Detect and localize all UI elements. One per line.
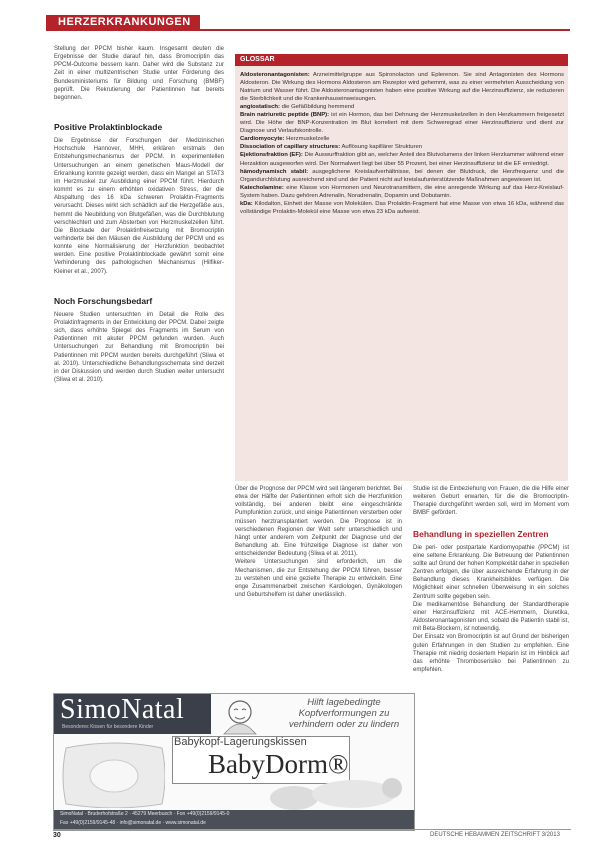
right-paragraph-1: Die peri- oder postpartale Kardiomyopathie (PPCM) ist eine seltene Erkrankung. Die Betreuung der Patientinnen sollte auf Grund der hohen Komplexität daher in speziellen Zentren erfolgen, die über ausreichende Erfahrung in der Behandlung dieses Krankheitsbildes verfügen. Die Möglichkeit einer schnellen Überweisung in ein solches Zentrum sollte gegeben sein. bbox=[413, 544, 569, 600]
glossary-entry: Brain natriuretic peptide (BNP): ist ein Hormon, das bei Dehnung der Herzmuskelzellen in den Herzkammern freigesetzt wird. Die Höhe der BNP-Konzentration im Blut korreliert mit dem Schweregrad einer Herzinsuffizienz und dient zur Diagnose und Verlaufskontrolle. bbox=[240, 112, 565, 135]
page-number: 30 bbox=[53, 832, 61, 839]
glossary-header bbox=[235, 54, 568, 66]
glossary-entry: kDa: Kilodalton, Einheit der Masse von Molekülen. Das Prolaktin-Fragment hat eine Masse von etwa 16 kDa, während das vollständige Prolaktin-Molekül eine Masse von etwa 23 kDa aufweist. bbox=[240, 200, 565, 215]
baby-photo-icon bbox=[264, 776, 414, 812]
pillow-image-icon bbox=[60, 740, 165, 808]
journal-name: DEUTSCHE HEBAMMEN ZEITSCHRIFT 3/2013 bbox=[430, 832, 560, 838]
left-intro: Stellung der PPCM bisher kaum. Insgesamt deuten die Ergebnisse der Studie darauf hin, dass Bromocriptin das PPCM-Outcome bessern kann. Daher wird die Substanz zur Zeit in einer multizentrischen Studie unter Förderung des Bundesministeriums für Bildung und Forschung (BMBF) geprüft. Die Rekrutierung der Patientinnen hat bereits begonnen. bbox=[54, 46, 224, 101]
heading-prolaktinblockade: Positive Prolaktinblockade bbox=[54, 122, 163, 133]
ad-contact-bar bbox=[54, 810, 414, 830]
footer-rule bbox=[53, 829, 571, 830]
product-name: BabyDorm® bbox=[208, 749, 349, 779]
glossary-title: GLOSSAR bbox=[240, 56, 275, 63]
middle-paragraph-2: Weitere Untersuchungen sind erforderlich, um die Mechanismen, die zur Entstehung der PPCM führen, besser zu verstehen und eine gezielte Therapie zu entwickeln. Eine enge Zusammenarbeit zwischen Kardiologen, Gynäkologen und Geburtshelfern ist daher unerlässlich. bbox=[235, 559, 402, 599]
ad-contact-line-2: Fax +49(0)2159/9145-48 · info@simonatal.de · www.simonatal.de bbox=[60, 820, 206, 826]
glossary-entry: Ejektionsfraktion (EF): Die Auswurffraktion gibt an, welcher Anteil des Blutvolumens der linken Herzkammer während einer Herzaktion ausgeworfen wird. Der Normalwert liegt bei über 55 Prozent, bei einer Herzinsuffizienz ist die EF erniedrigt. bbox=[240, 152, 565, 167]
left-column bbox=[54, 45, 224, 384]
brand-logo bbox=[54, 694, 211, 734]
glossary-entry: angiostatisch: die Gefäßbildung hemmend bbox=[240, 104, 355, 111]
brand-tagline: Besonderes Kissen für besondere Kinder bbox=[62, 724, 154, 730]
right-column bbox=[413, 485, 569, 674]
left-paragraph-1: Die Ergebnisse der Forschungen der Medizinischen Hochschule Hannover, MHH, erklären erstmals den Entstehungsmechanismus der PPCM. In experimentellen Untersuchungen an einem genetischen Maus-Modell der Erkrankung konnte gezeigt werden, dass ein Mangel an STAT3 im Herzmuskel zur Ausbildung einer PPCM führt. Hierdurch kommt es zu einem erhöhten oxidativen Stress, der die Abspaltung des 16 kDa schweren Prolaktin-Fragments verursacht. Dieses wirkt sich schädlich auf die Herzgefäße aus, hemmt die Neubildung von Blutgefäßen, was die Durchblutung verschlechtert und zum Absterben von Herzmuskelzellen führt. Die Blockade der Prolaktinfreisetzung mit Bromocriptin verhinderte bei den Mäusen die Ausbildung der PPCM und es konnte eine Normalisierung der Herzfunktion beobachtet werden. Eine positive Prolaktinblockade gewährt somit eine Verhinderung des pathologischen Mechanismus (Hilfiker-Kleiner et al., 2007). bbox=[54, 138, 224, 275]
glossary-entry: Aldosteronantagonisten: Arzneimittelgruppe aus Spironolacton und Eplerenon. Sie sind Antagonisten des Hormons Aldosteron. Die Wirkung des Hormons Aldosteron am Rezeptor wird gehemmt, was zu einer vermehrten Ausscheidung von Natrium und Wasser führt. Die Aldosteronantagonisten haben eine positive Wirkung auf die Herzinsuffizienz, sie reduzieren die Sterblichkeit und die Krankenhauseinweisungen. bbox=[240, 72, 565, 103]
ad-slogan: Hilft lagebedingte Kopfverformungen zu verhindern oder zu lindern bbox=[288, 697, 400, 730]
right-paragraph-3: Der Einsatz von Bromocriptin ist auf Grund der bisherigen guten Erfahrungen in den Studien zu empfehlen. Eine Therapie mit niedrig dosiertem Heparin ist im Hinblick auf das erhöhte Thromboserisiko bei Patientinnen zu empfehlen. bbox=[413, 634, 569, 673]
product-line: Babykopf-Lagerungskissen bbox=[174, 736, 307, 748]
ad-contact-line-1: SimoNatal · Bruderhofstraße 2 · 45279 Meerbusch · Fon +49(0)2159/9145-0 bbox=[60, 811, 230, 817]
glossary-entry: Cardiomyocyte: Herzmuskelzelle bbox=[240, 136, 330, 143]
middle-paragraph-1: Über die Prognose der PPCM wird seit längerem berichtet. Bei etwa der Hälfte der Patientinnen erholt sich die Herzfunktion vollständig, bei anderen bleibt eine eingeschränkte Pumpfunktion zurück, und einige Patientinnen versterben oder müssen herztransplantiert werden. Die Prognose ist in verschiedenen Regionen der Welt sehr unterschiedlich und hängt unter anderem vom Zeitpunkt der Diagnose und der Behandlung ab. Eine frühzeitige Diagnose ist daher von entscheidender Bedeutung (Sliwa et al. 2011). bbox=[235, 486, 402, 558]
heading-zentren: Behandlung in speziellen Zentren bbox=[413, 528, 549, 539]
simonatal-advertisement[interactable] bbox=[53, 693, 415, 831]
header-rule bbox=[46, 29, 570, 31]
glossary-entry: hämodynamisch stabil: ausgeglichene Kreislaufverhältnisse, bei denen der Blutdruck, die Herzfrequenz und die Organdurchblutung ausreichend sind und der Patient nicht auf kreislaufunterstützende Maßnahmen angewiesen ist. bbox=[240, 168, 564, 183]
section-tab bbox=[46, 15, 200, 30]
glossary-entry: Katecholamine: eine Klasse von Hormonen und Neurotransmittern, die eine anregende Wirkung auf das Herz-Kreislauf-System haben. Dazu gehören Adrenalin, Noradrenalin, Dopamin und Dobutamin. bbox=[240, 184, 564, 199]
right-paragraph-2: Die medikamentöse Behandlung der Standardtherapie einer Herzinsuffizienz mit ACE-Hemmern, Diuretika, Aldosteronantagonisten und, sobald die Patientin stabil ist, mit Beta-Blockern, ist notwendig. bbox=[413, 601, 569, 633]
middle-column bbox=[235, 485, 402, 599]
glossary-entries bbox=[240, 71, 564, 216]
heading-forschungsbedarf: Noch Forschungsbedarf bbox=[54, 295, 153, 306]
brand-name: SimoNatal bbox=[60, 694, 185, 725]
left-paragraph-2: Neuere Studien untersuchten im Detail die Rolle des Prolaktinfragments in der Entwicklung der PPCM. Dabei zeigte sich, dass erhöhte Spiegel des Fragments im Serum von Patientinnen mit akuter PPCM gefunden wurden. Auch Untersuchungen zur Behandlung mit Bromocriptin bei Patientinnen mit PPCM wurden bereits durchgeführt (Sliwa et al. 2010). Unterschiedliche Behandlungsschemata sind derzeit in der Diskussion und werden durch Studien weiter untersucht (Sliwa et al. 2010). bbox=[54, 311, 224, 383]
baby-illustration-icon bbox=[220, 698, 268, 736]
glossary-entry: Dissociation of capillary structures: Auflösung kapillärer Strukturen bbox=[240, 144, 423, 151]
right-intro: Studie ist die Einbeziehung von Frauen, die die Hilfe einer weiteren Geburt erwarten, für die die Bromocriptin-Therapie durchgeführt werden soll, wird im Moment vom BMBF gefördert. bbox=[413, 486, 569, 517]
section-title: HERZERKRANKUNGEN bbox=[58, 16, 191, 28]
